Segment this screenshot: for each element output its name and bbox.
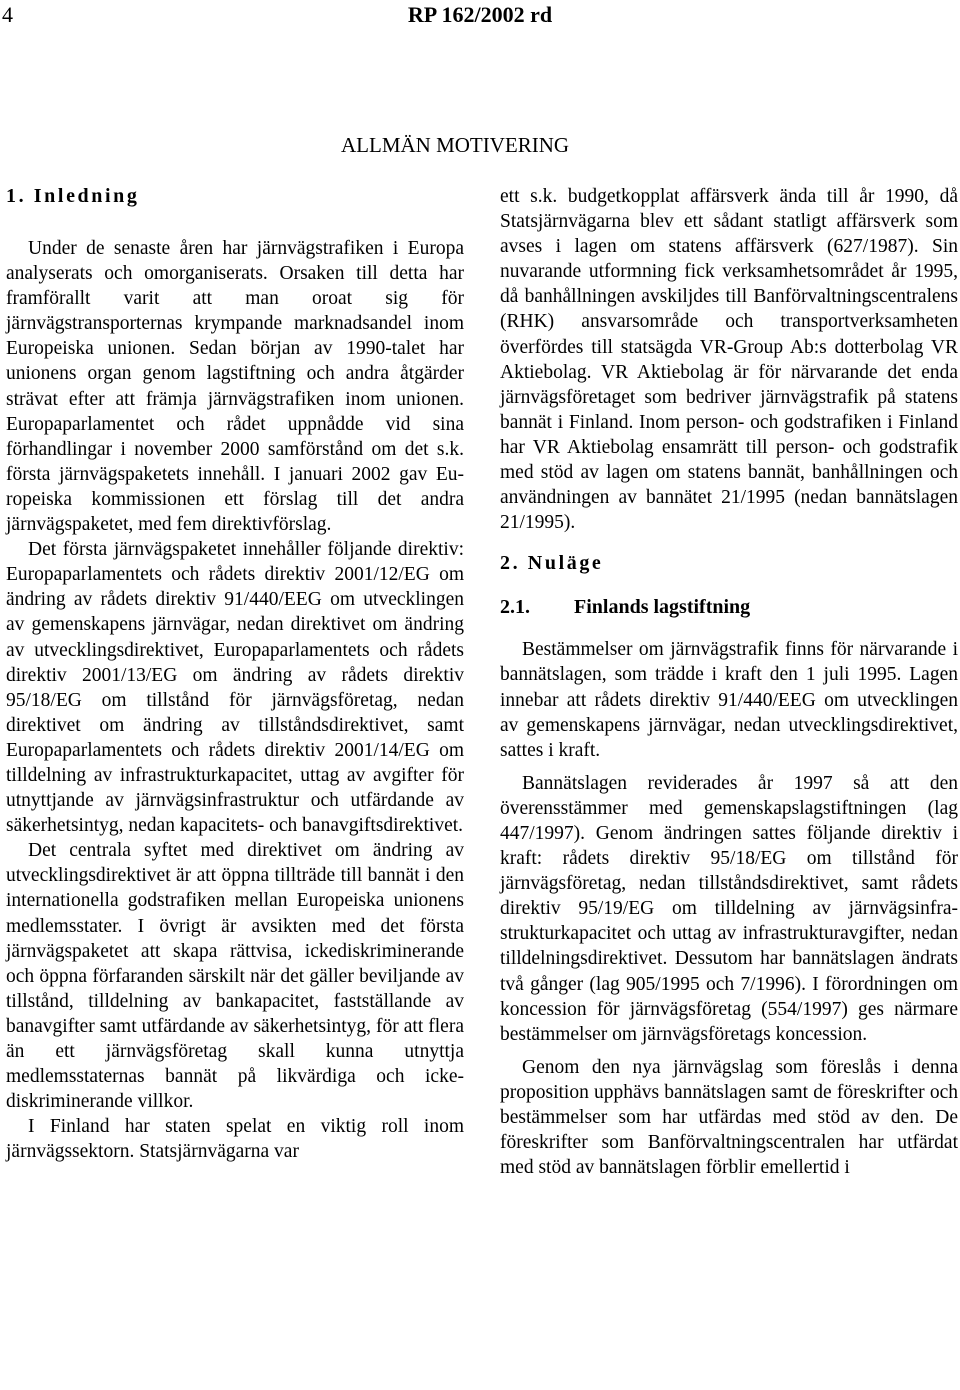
paragraph: Det första järnvägspaketet innehåller följande direktiv: Europaparlamentets och rådets direktiv 2001/12/EG om ändring av rådets direktiv 91/440/EEG om utvecklingen av gemenskapens järnvägar, nedan direktivet om ändring av utvecklingsdirektivet, Europaparlamentets och rådets direktiv 2001/13/EG om ändring av rådets direktiv 95/18/EG om tillstånd för järnvägsföretag, nedan direktivet om ändring av tillståndsdirektivet, samt Europaparlamentets och rådets direktiv 2001/14/EG om tilldelning av infrastrukturkapacitet, uttag av avgifter för utnyttjande av järnvägsinfrastruktur och utfärdande av säkerhetsintyg, nedan kapacitets- och banavgiftsdirektivet. [6, 539, 464, 837]
subsection-title: Finlands lagstiftning [574, 596, 751, 619]
paragraph: Genom den nya järnvägslag som föreslås i denna proposition upphävs bannätslagen samt de föreskrifter och bestämmelser som har utfärdas med stöd av den. De föreskrifter som Banförvaltningscentralen har utfärdat med stöd av bannätslagen förblir emellertid i [500, 1056, 958, 1179]
paragraph: Bestämmelser om järnvägstrafik finns för närvarande i bannätslagen, som trädde i kraft den 1 juli 1995. Lagen innebar att rådets direktiv 91/440/EEG om utvecklingen av gemenskapens järnvägar, nedan utvecklingsdirektivet, sattes i kraft. [500, 639, 958, 761]
right-column [500, 184, 958, 1180]
paragraph: I Finland har staten spelat en viktig roll inom järnvägssektorn. Statsjärnvägarna var [6, 1116, 464, 1163]
section-heading-nulage: 2. Nuläge [500, 552, 604, 575]
left-column [6, 180, 464, 1164]
document-id: RP 162/2002 rd [407, 2, 553, 27]
paragraph: Under de senaste åren har järnvägstrafiken i Europa analyserats och omorganiserats. Orsaken till detta har framförallt varit att man oroat sig för järnvägstransporternas krympande marknadsandel inom Europeiska unionen. Sedan början av 1990-talet har unionens organ genom lagstiftning och andra åtgärder strävat efter att främja järnvägstrafiken inom unionen. Europaparlamentet och rådet uppnådde vid sina förhandlingar i november 2000 samförstånd om det s.k. första järnvägspaketets innehåll. I januari 2002 gav Europeiska kommissionen ett förslag till det andra järnvägspaketet, med fem direktivförslag. [6, 238, 464, 536]
paragraph: ett s.k. budgetkopplat affärsverk ända till år 1990, då Statsjärnvägarna blev ett sådant statligt affärsverk som avses i lagen om statens affärsverk (627/1987). Sin nuvarande utformning fick verksamhetsområdet år 1995, då banhållningen avskiljdes till Banförvaltningscentralens (RHK) ansvarsområde och transportverksamheten överfördes till statsägda VR-Group Ab:s dotterbolag VR Aktiebolag. VR Aktiebolag är för närvarande det enda järnvägsföretaget som bedriver järnvägstrafik på statens bannät i Finland. Inom person- och godstrafiken i Finland har VR Aktiebolag ensamrätt till person- och godstrafik med stöd av lagen om statens bannät, banhållningen och användningen av bannätet 21/1995 (nedan bannätslagen 21/1995). [500, 186, 958, 534]
main-title: ALLMÄN MOTIVERING [341, 133, 570, 157]
subsection-heading [500, 593, 958, 621]
paragraph: Det centrala syftet med direktivet om ändring av utvecklingsdirektivet är att öppna tillträde till bannät i den internationella godstrafiken mellan Europeiska unionens medlemsstater. I övrigt är avsikten med det första järnvägspaketet att skapa rättvisa, ickediskriminerande och öppna förfaranden särskilt när det gäller beviljande av tillstånd, tilldelning av bankapacitet, fastställande av banavgifter samt utfärdande av säkerhetsintyg, för att flera än ett järnvägsföretag skall kunna utnyttja medlemsstaternas bannät på likvärdiga och icke-diskriminerande villkor. [6, 840, 464, 1113]
page-number: 4 [2, 2, 13, 27]
subsection-number: 2.1. [500, 596, 530, 619]
section-heading-inledning: 1. Inledning [6, 185, 140, 207]
paragraph: Bannätslagen reviderades år 1997 så att den överensstämmer med gemenskapslagstiftningen (lag 447/1997). Genom ändringen sattes följande direktiv i kraft: rådets direktiv 95/18/EG om tillstånd för järnvägsföretag, nedan tillståndsdirektivet, samt rådets direktiv 95/19/EG om tilldelning av järnvägsinfrastrukturkapacitet och uttag av infrastrukturavgifter, nedan tilldelningsdirektivet. Dessutom har bannätslagen ändrats två gånger (lag 905/1995 och 7/1996). I förordningen om koncession för järnvägsföretag (554/1997) ges närmare bestämmelser om järnvägsföretags koncession. [500, 772, 958, 1045]
